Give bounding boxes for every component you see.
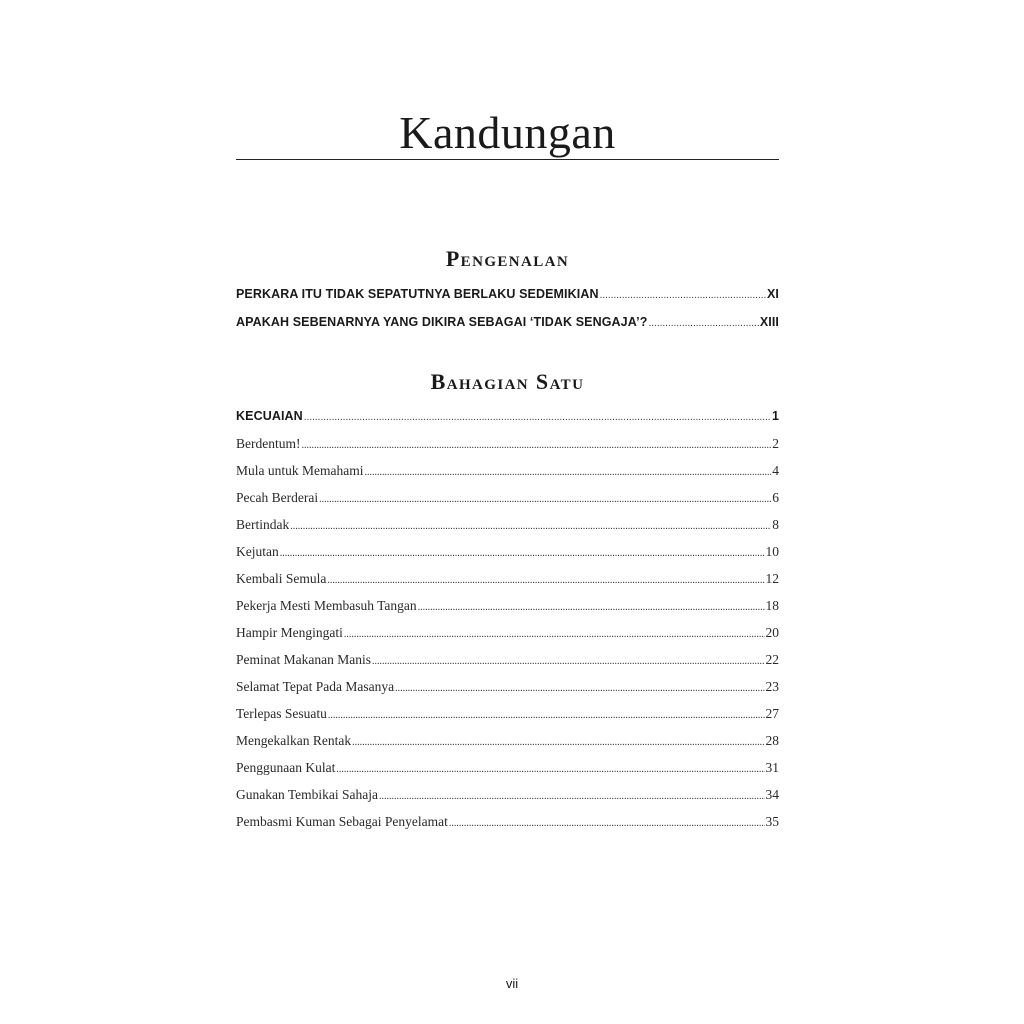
toc-entry-page-number: XIII bbox=[759, 315, 779, 329]
toc-entry-title: APAKAH SEBENARNYA YANG DIKIRA SEBAGAI ‘TIDAK SENGAJA’? bbox=[236, 315, 648, 329]
toc-entry bbox=[236, 808, 779, 835]
toc-entry-title: Gunakan Tembikai Sahaja bbox=[236, 787, 379, 802]
toc-entry-page-number: 2 bbox=[772, 436, 779, 451]
toc-entry bbox=[236, 430, 779, 457]
toc-entry-title: KECUAIAN bbox=[236, 409, 303, 423]
toc-entry-page-number: 34 bbox=[765, 787, 779, 802]
toc-entry-page-number: 4 bbox=[772, 463, 779, 478]
toc-entry-title: Kembali Semula bbox=[236, 571, 327, 586]
toc-entry bbox=[236, 619, 779, 646]
dot-leader bbox=[364, 459, 771, 486]
toc-entry-title: Peminat Makanan Manis bbox=[236, 652, 371, 667]
toc-entry bbox=[236, 727, 779, 754]
toc-entry-title: PERKARA ITU TIDAK SEPATUTNYA BERLAKU SEDEMIKIAN bbox=[236, 287, 599, 301]
page-title: Kandungan bbox=[399, 107, 616, 158]
toc-entry bbox=[236, 673, 779, 700]
toc-entry-page-number: 28 bbox=[765, 733, 779, 748]
toc-entry bbox=[236, 592, 779, 619]
toc-entry bbox=[236, 565, 779, 592]
toc-entry-page-number: 18 bbox=[765, 598, 779, 613]
dot-leader bbox=[328, 702, 765, 729]
toc-entry bbox=[236, 280, 779, 308]
toc-entry-page-number: 10 bbox=[765, 544, 779, 559]
dot-leader bbox=[280, 540, 765, 567]
toc-entry-page-number: 27 bbox=[765, 706, 779, 721]
dot-leader bbox=[301, 432, 771, 459]
dot-leader bbox=[395, 675, 764, 702]
toc-entry-page-number: 35 bbox=[765, 814, 779, 829]
toc-entry bbox=[236, 402, 779, 430]
toc-entry bbox=[236, 781, 779, 808]
dot-leader bbox=[327, 567, 764, 594]
toc-entry-title: Bertindak bbox=[236, 517, 290, 532]
dot-leader bbox=[304, 404, 771, 432]
toc-entry bbox=[236, 538, 779, 565]
toc-entry bbox=[236, 457, 779, 484]
toc-entry-title: Kejutan bbox=[236, 544, 279, 559]
toc-entry-page-number: 12 bbox=[765, 571, 779, 586]
toc-entry bbox=[236, 646, 779, 673]
section-heading-pengenalan: Pengenalan bbox=[445, 246, 570, 271]
toc-entry bbox=[236, 700, 779, 727]
toc-entry bbox=[236, 308, 779, 336]
toc-list-bahagian-satu bbox=[236, 402, 779, 835]
toc-entry-page-number: 31 bbox=[765, 760, 779, 775]
toc-entry-title: Pembasmi Kuman Sebagai Penyelamat bbox=[236, 814, 448, 829]
toc-entry-page-number: 20 bbox=[765, 625, 779, 640]
dot-leader bbox=[319, 486, 771, 513]
toc-entry-title: Hampir Mengingati bbox=[236, 625, 343, 640]
toc-entry-page-number: 1 bbox=[771, 409, 779, 423]
dot-leader bbox=[336, 756, 764, 783]
toc-entry bbox=[236, 754, 779, 781]
dot-leader bbox=[379, 783, 764, 810]
dot-leader bbox=[600, 282, 766, 310]
toc-entry bbox=[236, 484, 779, 511]
section-heading-bahagian-satu: Bahagian Satu bbox=[430, 369, 585, 394]
page-number: vii bbox=[505, 976, 519, 991]
toc-entry-title: Mengekalkan Rentak bbox=[236, 733, 352, 748]
toc-entry-title: Mula untuk Memahami bbox=[236, 463, 364, 478]
dot-leader bbox=[418, 594, 765, 621]
toc-entry-page-number: 6 bbox=[772, 490, 779, 505]
toc-entry-title: Selamat Tepat Pada Masanya bbox=[236, 679, 395, 694]
toc-list-pengenalan bbox=[236, 280, 779, 336]
toc-entry bbox=[236, 511, 779, 538]
toc-entry-title: Pecah Berderai bbox=[236, 490, 319, 505]
dot-leader bbox=[352, 729, 764, 756]
dot-leader bbox=[344, 621, 765, 648]
toc-entry-page-number: XI bbox=[766, 287, 779, 301]
toc-entry-page-number: 22 bbox=[765, 652, 779, 667]
title-underline bbox=[236, 159, 779, 160]
toc-entry-title: Pekerja Mesti Membasuh Tangan bbox=[236, 598, 417, 613]
toc-entry-title: Penggunaan Kulat bbox=[236, 760, 336, 775]
dot-leader bbox=[648, 310, 758, 338]
dot-leader bbox=[449, 810, 765, 837]
toc-entry-page-number: 23 bbox=[765, 679, 779, 694]
toc-entry-page-number: 8 bbox=[772, 517, 779, 532]
dot-leader bbox=[372, 648, 765, 675]
toc-entry-title: Terlepas Sesuatu bbox=[236, 706, 327, 721]
toc-entry-title: Berdentum! bbox=[236, 436, 301, 451]
dot-leader bbox=[290, 513, 771, 540]
